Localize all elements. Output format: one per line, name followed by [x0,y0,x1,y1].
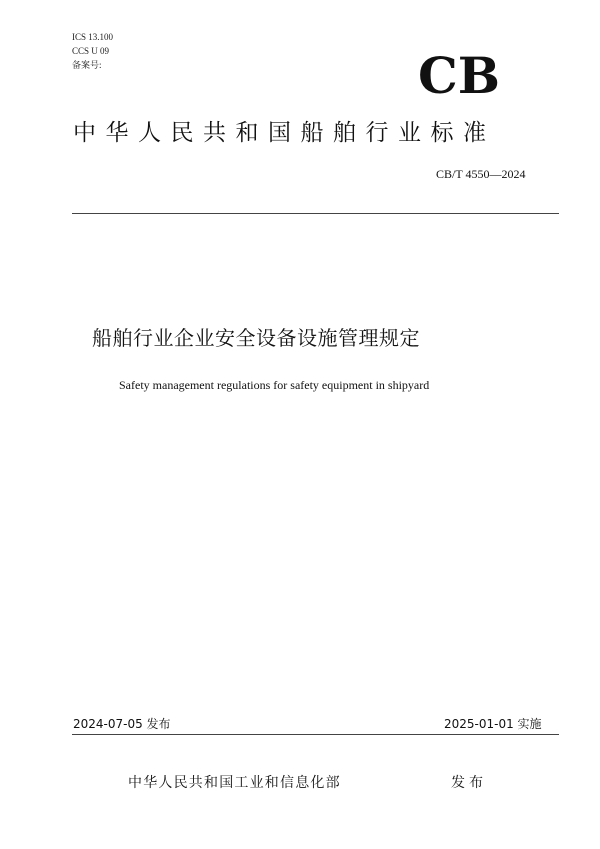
document-title-chinese: 船舶行业企业安全设备设施管理规定 [92,326,420,350]
ccs-code: CCS U 09 [72,46,110,56]
issuing-authority: 中华人民共和国工业和信息化部 [128,775,341,791]
cb-logo: CB [418,46,501,105]
effective-date: 2025-01-01 实施 [444,717,542,731]
filing-number-label: 备案号: [72,60,102,70]
issue-date: 2024-07-05 发布 [73,717,171,731]
document-title-english: Safety management regulations for safety equipment in shipyard [119,378,430,392]
issuing-action: 发布 [451,775,487,791]
standard-organization-heading: 中华人民共和国船舶行业标准 [73,120,496,146]
standard-number: CB/T 4550—2024 [436,167,526,181]
bottom-divider [72,734,559,735]
ics-code: ICS 13.100 [72,32,114,42]
top-divider [72,213,559,214]
